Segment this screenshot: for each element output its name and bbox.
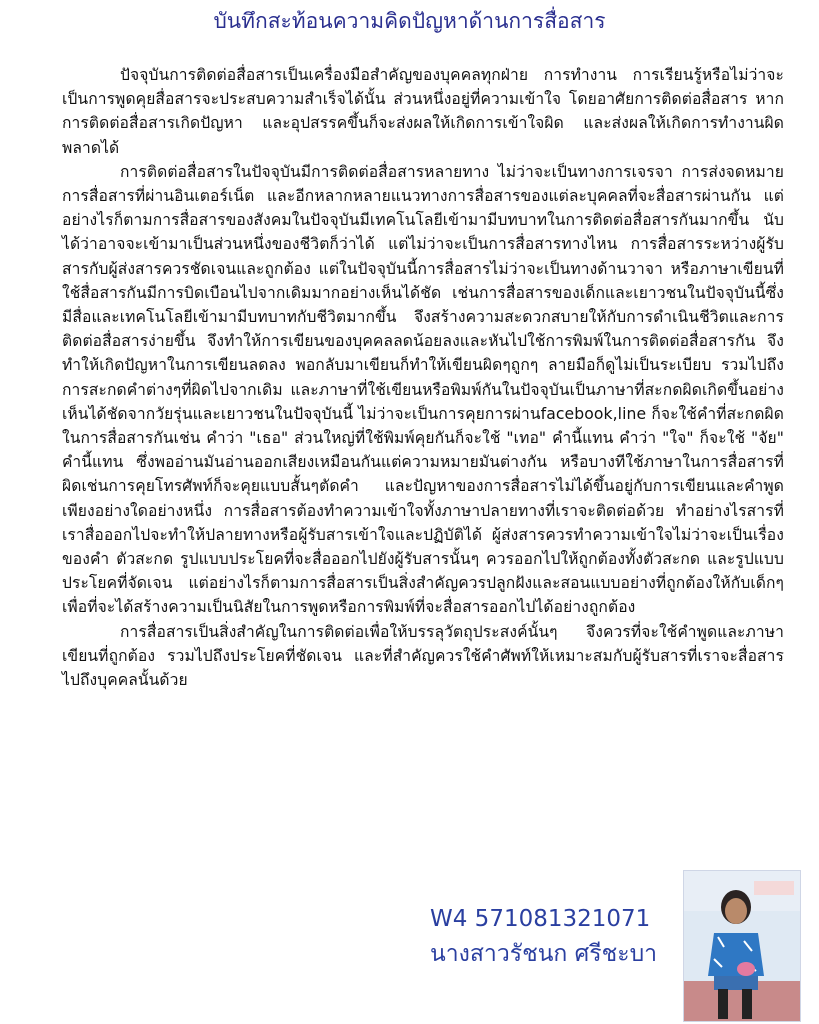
- document-title: บันทึกสะท้อนความคิดปัญหาด้านการสื่อสาร: [213, 9, 606, 33]
- student-id: W4 571081321071: [430, 906, 651, 932]
- person-photo-icon: [683, 870, 801, 1022]
- paragraph-intro: ปัจจุบันการติดต่อสื่อสารเป็นเครื่องมือสำคัญของบุคคลทุกฝ่าย การทำงาน การเรียนรู้หรือไม่ว่าจะเป็นการพูดคุยสื่อสารจะประสบความสำเร็จได้นั้น ส่วนหนึ่งอยู่ที่ความเข้าใจ โดยอาศัยการติดต่อสื่อสาร หากการติดต่อสื่อสารเกิดปัญหา และอุปสรรคขึ้นก็จะส่งผลให้เกิดการเข้าใจผิด และส่งผลให้เกิดการทำงานผิดพลาดได้: [62, 66, 784, 157]
- student-name: นางสาวรัชนก ศรีชะบา: [430, 941, 658, 967]
- paragraph-conclusion: การสื่อสารเป็นสิ่งสำคัญในการติดต่อเพื่อให้บรรลุวัตถุประสงค์นั้นๆ จึงควรที่จะใช้คำพูดและภาษาเขียนที่ถูกต้อง รวมไปถึงประโยคที่ชัดเจน และที่สำคัญควรใช้คำศัพท์ให้เหมาะสมกับผู้รับสารที่เราจะสื่อสารไปถึงบุคคลนั้นด้วย: [62, 622, 784, 690]
- paragraph-main: การติดต่อสื่อสารในปัจจุบันมีการติดต่อสื่อสารหลายทาง ไม่ว่าจะเป็นทางการเจรจา การส่งจดหมาย การสื่อสารที่ผ่านอินเตอร์เน็ต และอีกหลากหลายแนวทางการสื่อสารของแต่ละบุคคลที่จะสื่อสารผ่านกัน แต่อย่างไรก็ตามการสื่อสารของสังคมในปัจจุบันมีเทคโนโลยีเข้ามามีบทบาทในการติดต่อสื่อสารกันมากขึ้น นับได้ว่าอาจจะเข้ามาเป็นส่วนหนึ่งของชีวิตก็ว่าได้ แต่ไม่ว่าจะเป็นการสื่อสารทางไหน การสื่อสารระหว่างผู้รับสารกับผู้ส่งสารควรชัดเจนและถูกต้อง แต่ในปัจจุบันนี้การสื่อสารไม่ว่าจะเป็นทางด้านวาจา หรือภาษาเขียนที่ใช้สื่อสารกันมีการบิดเบือนไปจากเดิมมากอย่างเห็นได้ชัด เช่นการสื่อสารของเด็กและเยาวชนในปัจจุบันนี้ซึ่งมีสื่อและเทคโนโลยีเข้ามามีบทบาทกับชีวิตมากขึ้น จึงสร้างความสะดวกสบายให้กับการดำเนินชีวิตและการติดต่อสื่อสารง่ายขึ้น จึงทำให้การเขียนของบุคคลลดน้อยลงและหันไปใช้การพิมพ์ในการติดต่อสื่อสารกัน จึงทำให้เกิดปัญหาในการเขียนลดลง พอกลับมาเขียนก็ทำให้เขียนผิดๆถูกๆ ลายมือก็ดูไม่เป็นระเบียบ รวมไปถึงการสะกดคำต่างๆที่ผิดไปจากเดิม และภาษาที่ใช้เขียนหรือพิมพ์กันในปัจจุบันเป็นภาษาที่สะกดผิดเกิดขึ้นอย่างเห็นได้ชัดจากวัยรุ่นและเยาวชนในปัจจุบันนี้ ไม่ว่าจะเป็นการคุยการผ่านfacebook,line ก็จะใช้คำที่สะกดผิดในการสื่อสารกันเช่น คำว่า "เธอ" ส่วนใหญ่ที่ใช้พิมพ์คุยกันก็จะใช้ "เทอ" คำนี้แทน คำว่า "ใจ" ก็จะใช้ "จัย" คำนี้แทน ซึ่งพออ่านมันอ่านออกเสียงเหมือนกันแต่ความหมายมันต่างกัน หรือบางทีใช้ภาษาในการสื่อสารที่ผิดเช่นการคุยโทรศัพท์ก็จะคุยแบบสั้นๆตัดคำ และปัญหาของการสื่อสารไม่ได้ขึ้นอยู่กับการเขียนและคำพูดเพียงอย่างใดอย่างหนึ่ง การสื่อสารต้องทำความเข้าใจทั้งภาษาปลายทางที่เราจะติดต่อด้วย ทำอย่างไรสารที่เราสื่อออกไปจะทำให้ปลายทางหรือผู้รับสารเข้าใจและปฏิบัติได้ ผู้ส่งสารควรทำความเข้าใจไม่ว่าจะเป็นเรื่องของคำ ตัวสะกด รูปแบบประโยคที่จะสื่อออกไปยังผู้รับสารนั้นๆ ควรออกไปให้ถูกต้องทั้งตัวสะกด และรูปแบบประโยคที่จัดเจน แต่อย่างไรก็ตามการสื่อสารเป็นสิ่งสำคัญควรปลูกฝังและสอนแบบอย่างที่ถูกต้องให้กับเด็กๆเพื่อที่จะได้สร้างความเป็นนิสัยในการพูดหรือการพิมพ์ที่จะสื่อสารออกไปได้อย่างถูกต้อง: [62, 162, 784, 617]
- signature-block: [430, 902, 690, 972]
- document-body: [62, 63, 784, 692]
